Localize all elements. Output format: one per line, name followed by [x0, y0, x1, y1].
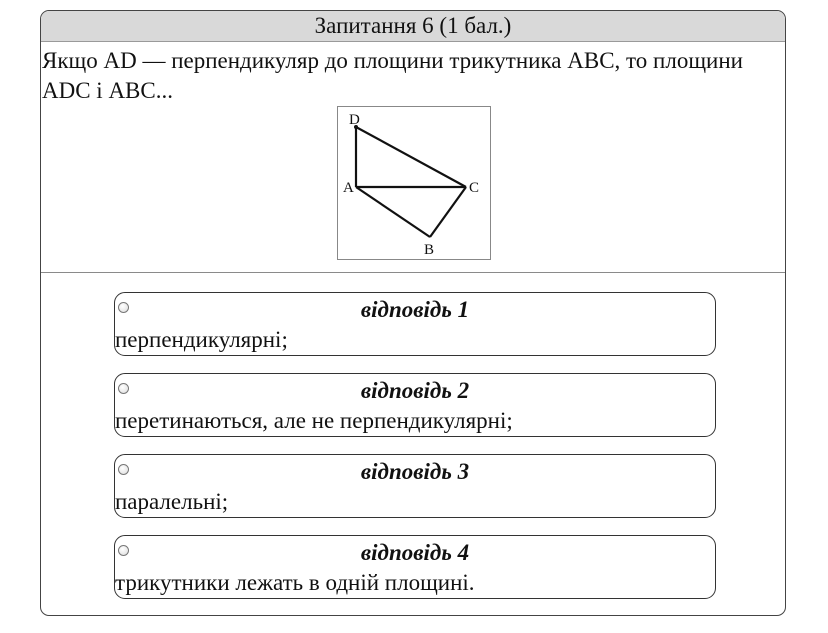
answer-option-4[interactable] — [114, 535, 716, 599]
segment-ab — [356, 187, 430, 237]
answer-text-1: перпендикулярні; — [115, 327, 288, 352]
label-c: C — [469, 180, 480, 196]
answer-option-1[interactable] — [114, 292, 716, 356]
answer-option-2[interactable] — [114, 373, 716, 437]
label-d: D — [349, 112, 360, 128]
answer-option-3[interactable] — [114, 454, 716, 518]
answer-text-2: перетинаються, але не перпендикулярні; — [115, 408, 513, 433]
answer-text-3: паралельні; — [115, 489, 229, 514]
answer-list — [114, 292, 716, 616]
question-card — [40, 10, 786, 616]
segment-dc — [356, 127, 466, 187]
answer-title-2: відповідь 2 — [360, 378, 470, 403]
section-divider — [41, 272, 785, 273]
answer-title-1: відповідь 1 — [360, 297, 470, 322]
answer-title-4: відповідь 4 — [360, 540, 470, 565]
answer-title-3: відповідь 3 — [360, 459, 470, 484]
segment-bc — [430, 187, 466, 237]
label-a: A — [343, 180, 354, 196]
answer-text-4: трикутники лежать в одній площині. — [115, 570, 475, 595]
question-text: Якщо AD — перпендикуляр до площини трикутника ABC, то площини ADC і ABC... — [42, 48, 743, 103]
label-b: B — [424, 242, 435, 258]
question-header: Запитання 6 (1 бал.) — [41, 11, 785, 42]
geometry-figure — [337, 106, 491, 260]
triangle-diagram — [338, 107, 490, 259]
